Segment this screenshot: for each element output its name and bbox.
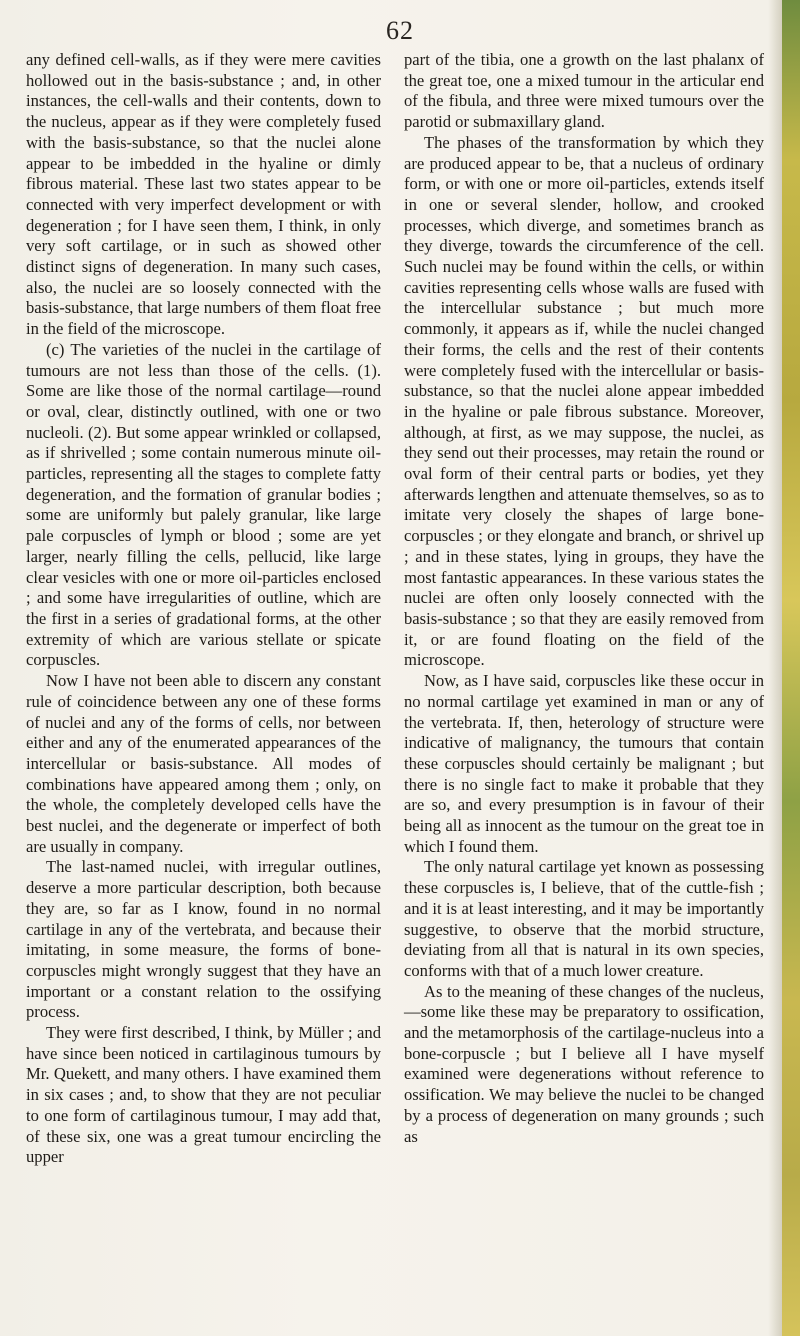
book-edge — [782, 0, 800, 1336]
page-edge-shadow — [768, 0, 782, 1336]
paragraph: any defined cell-walls, as if they were mere cavities hollowed out in the basis-substance ; and, in other instances, the cell-walls and their contents, down to the nucleus, appear as if they were completely fused with the basis-substance, so that the nuclei alone appear to be imbedded in the hyaline or dimly fibrous material. These last two states appear to be connected with very imperfect development or with degeneration ; for I have seen them, I think, in only very soft cartilage, or in such as showed other distinct signs of degeneration. In many such cases, also, the nuclei are so loosely connected with the basis-substance, that large numbers of them float free in the field of the microscope. — [26, 50, 381, 339]
paragraph: The phases of the transformation by which they are produced appear to be, that a nucleus of ordinary form, or with one or more oil-particles, extends itself in one or several slender, hollow, and crooked processes, which diverge, and sometimes branch as they diverge, towards the circumference of the cell. Such nuclei may be found within the cells, or within cavities representing cells whose walls are fused with the intercellular substance ; but much more commonly, it appears as if, while the nuclei changed their forms, the cells and the rest of their contents were completely fused with the intercellular or basis-substance, so that the nuclei alone appear imbedded in the hyaline or pale fibrous substance. Moreover, although, at first, as we may suppose, the nuclei, as they send out their processes, may retain the round or oval form of their central parts or bodies, yet they afterwards lengthen and attenuate themselves, so as to imitate very closely the shapes of large bone-corpuscles ; or they elongate and branch, or shrivel up ; and in these states, lying in groups, they have the most fantastic appearances. In these various states the nuclei are often only loosely connected with the basis-substance ; so that they are easily removed from it, or are found floating on the field of the microscope. — [404, 132, 764, 670]
right-text-column — [404, 50, 764, 1147]
paragraph: They were first described, I think, by Müller ; and have since been noticed in cartilaginous tumours by Mr. Quekett, and many others. I have examined them in six cases ; and, to show that they are not peculiar to one form of cartilaginous tumour, I may add that, of these six, one was a great tumour encircling the upper — [26, 1023, 381, 1167]
paragraph: The only natural cartilage yet known as possessing these corpuscles is, I believe, that of the cuttle-fish ; and it is at least interesting, and it may be importantly suggestive, to observe that the morbid structure, deviating from all that is natural in its own species, conforms with that of a much lower creature. — [404, 857, 764, 980]
page-number: 62 — [386, 16, 414, 45]
paragraph: As to the meaning of these changes of the nucleus,—some like these may be preparatory to ossification, and the metamorphosis of the cartilage-nucleus into a bone-corpuscle ; but I believe all I have myself examined were degenerations without reference to ossification. We may believe the nuclei to be changed by a process of degeneration on many grounds ; such as — [404, 981, 764, 1146]
left-text-column — [26, 50, 381, 1168]
paragraph: (c) The varieties of the nuclei in the cartilage of tumours are not less than those of the cells. (1). Some are like those of the normal cartilage—round or oval, clear, distinctly outlined, with one or two nucleoli. (2). But some appear wrinkled or collapsed, as if shrivelled ; some contain numerous minute oil-particles, representing all the stages to complete fatty degeneration, and the formation of granular bodies ; some are uniformly but palely granular, like large pale corpuscles of lymph or blood ; some are yet larger, nearly filling the cells, pellucid, like large clear vesicles with one or more oil-particles enclosed ; and some have irregularities of outline, which are the first in a series of gradational forms, at the other extremity of which are various stellate or spicate corpuscles. — [26, 339, 381, 670]
paragraph: Now I have not been able to discern any constant rule of coincidence between any one of these forms of nuclei and any of the forms of cells, nor between either and any of the enumerated appearances of the intercellular or basis-substance. All modes of combinations have appeared among them ; only, on the whole, the completely developed cells have the best nuclei, and the degenerate or imperfect of both are usually in company. — [26, 671, 381, 856]
paragraph: part of the tibia, one a growth on the last phalanx of the great toe, one a mixed tumour in the articular end of the fibula, and three were mixed tumours over the parotid or submaxillary gland. — [404, 50, 764, 132]
paragraph: The last-named nuclei, with irregular outlines, deserve a more particular description, both because they are, so far as I know, found in no normal cartilage in any of the vertebrata, and because their imitating, in some measure, the forms of bone-corpuscles might wrongly suggest that they have an important or a constant relation to the ossifying process. — [26, 857, 381, 1022]
paragraph: Now, as I have said, corpuscles like these occur in no normal cartilage yet examined in man or any of the vertebrata. If, then, heterology of structure were indicative of malignancy, the tumours that contain these corpuscles should certainly be malignant ; but there is no single fact to make it probable that they are so, and every presumption is in favour of their being all as innocent as the tumour on the great toe in which I found them. — [404, 671, 764, 856]
